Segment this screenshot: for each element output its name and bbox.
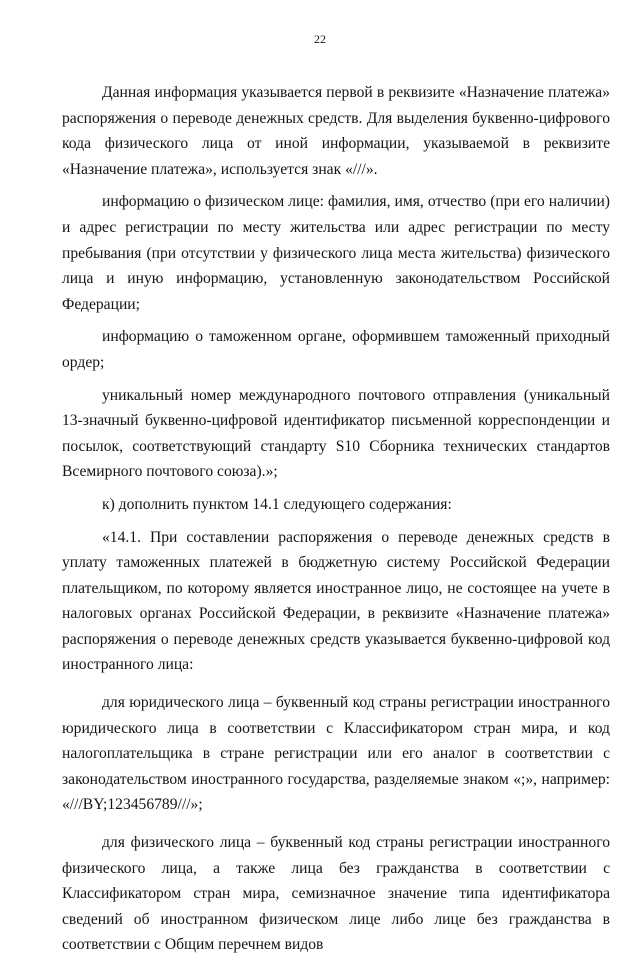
paragraph-clause-14-1: «14.1. При составлении распоряжения о переводе денежных средств в уплату таможенных платежей в бюджетную систему Российской Федерации плательщиком, по которому является иностранное лицо, не состоящее на учете в налоговых органах Российской Федерации, в реквизите «Назначение платежа» распоряжения о переводе денежных средств указывается буквенно-цифровой код иностранного лица: xyxy=(62,528,610,674)
paragraph-natural-person: для физического лица – буквенный код страны регистрации иностранного физического лица, а также лица без гражданства в соответствии с Классификатором стран мира, семизначное значение типа идентификатора сведений об иностранном физическом лице либо лице без гражданства в соответствии с Общим перечнем видов xyxy=(62,834,610,954)
paragraph-amendment-14-1: к) дополнить пунктом 14.1 следующего содержания: xyxy=(102,495,452,513)
document-body xyxy=(62,80,610,965)
page-number: 22 xyxy=(314,32,326,46)
paragraph-individual-info: информацию о физическом лице: фамилия, имя, отчество (при его наличии) и адрес регистрации по месту жительства или адрес регистрации по месту пребывания (при отсутствии у физического лица места жительства) физического лица и иную информацию, установленную законодательством Российской Федерации; xyxy=(62,193,610,313)
paragraph-payment-purpose: Данная информация указывается первой в реквизите «Назначение платежа» распоряжения о переводе денежных средств. Для выделения буквенно-цифрового кода физического лица от иной информации, указываемой в реквизите «Назначение платежа», используется знак «///». xyxy=(62,84,610,178)
paragraph-customs-authority: информацию о таможенном органе, оформившем таможенный приходный ордер; xyxy=(62,328,610,371)
paragraph-legal-entity: для юридического лица – буквенный код страны регистрации иностранного юридического лица в соответствии с Классификатором стран мира, и код налогоплательщика в стране регистрации или его аналог в соответствии с законодательством иностранного государства, разделяемые знаком «;», например: «///BY;123456789///»; xyxy=(62,694,610,814)
paragraph-postal-item: уникальный номер международного почтового отправления (уникальный 13-значный буквенно-цифровой идентификатор письменной корреспонденции и посылок, соответствующий стандарту S10 Сборника технических стандартов Всемирного почтового союза).»; xyxy=(62,386,610,481)
